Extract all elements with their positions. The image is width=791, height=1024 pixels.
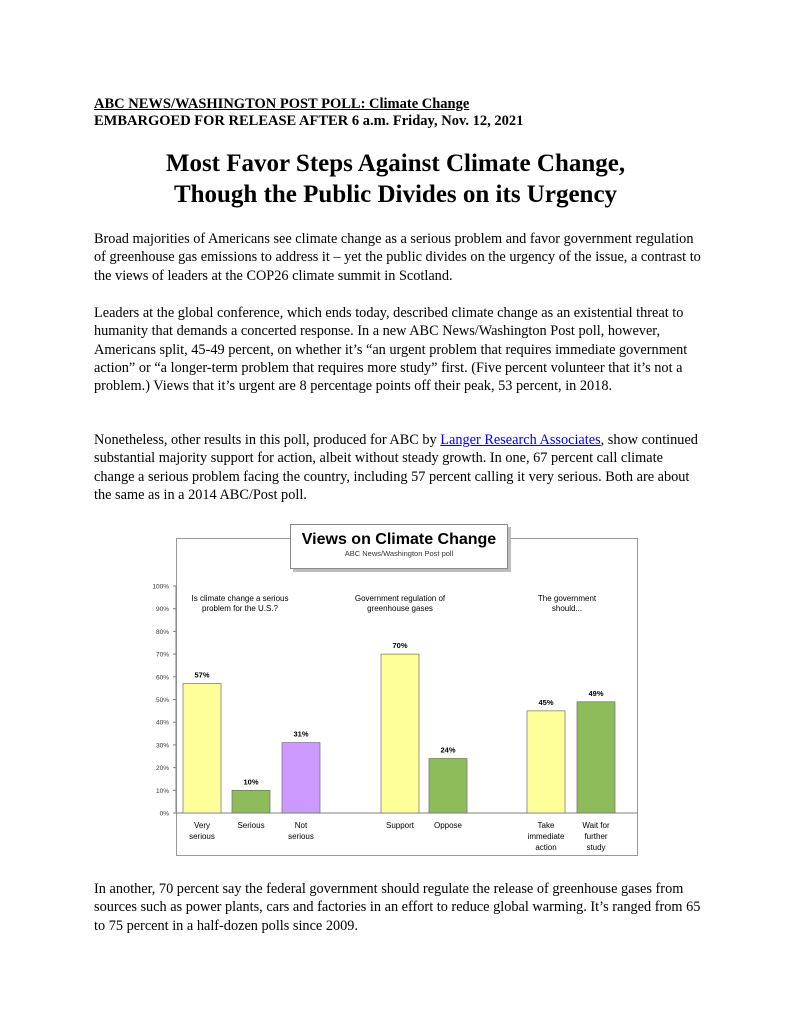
bar-value-label: 31% [293, 729, 309, 739]
bar-value-label: 57% [194, 670, 210, 680]
category-label: Not [294, 821, 308, 830]
paragraph-1: Broad majorities of Americans see climate change as a serious problem and favor government regulation of greenhouse gas emissions to address it – yet the public divides on the urgency of the issue, a contrast to the views of leaders at the COP26 climate summit in Scotland. [94, 231, 701, 284]
bar-value-label: 45% [538, 697, 554, 707]
bar-value-label: 10% [243, 777, 259, 787]
group-heading: should... [551, 604, 583, 613]
chart-subtitle: ABC News/Washington Post poll [344, 549, 454, 558]
group-heading: problem for the U.S.? [201, 604, 279, 613]
y-tick-label: 60% [155, 674, 169, 682]
y-tick-label: 0% [159, 810, 169, 818]
category-label: Oppose [433, 821, 463, 830]
group-heading: Government regulation of [354, 594, 446, 603]
group-heading: Is climate change a serious [191, 594, 289, 603]
bar-value-label: 24% [440, 745, 456, 755]
group-heading: greenhouse gases [367, 604, 433, 613]
paragraph-2: Leaders at the global conference, which ends today, described climate change as an existential threat to humanity that demands a concerted response. In a new ABC News/Washington Post poll, however, Americans split, 45-49 percent, on whether it’s “an urgent problem that requires immediate government action” or “a longer-term problem that requires more study” first. (Five percent volunteer that it’s not a problem.) Views that it’s urgent are 8 percentage points off their peak, 53 percent, in 2018. [94, 305, 688, 395]
y-tick-label: 40% [155, 719, 169, 727]
poll-header: ABC NEWS/WASHINGTON POST POLL: Climate Change [94, 96, 470, 112]
paragraph-3-text-b: , show continued substantial majority support for action, albeit without steady growth. In one, 67 percent call climate change a serious problem facing the country, including 57 percent calling it very serious. Both are about the same as in a 2014 ABC/Post poll. [94, 432, 698, 503]
category-label: serious [189, 832, 215, 841]
group-heading: The government [537, 594, 597, 603]
y-tick-label: 30% [155, 742, 169, 750]
paragraph-4: In another, 70 percent say the federal government should regulate the release of greenhouse gases from sources such as power plants, cars and factories in an effort to reduce global warming. It’s ranged from 65 to 75 percent in a half-dozen polls since 2009. [94, 881, 701, 934]
y-tick-label: 90% [155, 606, 169, 614]
y-tick-label: 100% [152, 583, 169, 591]
bar-value-label: 49% [588, 688, 604, 698]
category-label: study [586, 843, 606, 852]
y-tick-label: 70% [155, 651, 169, 659]
category-label: Serious [237, 821, 265, 830]
category-label: action [535, 843, 557, 852]
chart-title: Views on Climate Change [301, 531, 497, 548]
paragraph-3-text-a: Nonetheless, other results in this poll, produced for ABC by [94, 432, 441, 448]
headline-line-2: Though the Public Divides on its Urgency [173, 181, 618, 208]
bar-value-label: 70% [392, 641, 408, 651]
category-label: Support [385, 821, 415, 830]
chart-frame [176, 538, 638, 856]
paragraph-3 [94, 431, 706, 504]
category-label: immediate [527, 832, 565, 841]
y-tick-label: 10% [155, 787, 169, 795]
category-label: Wait for [582, 821, 610, 830]
category-label: Very [193, 821, 211, 830]
embargo-line: EMBARGOED FOR RELEASE AFTER 6 a.m. Friday, Nov. 12, 2021 [94, 113, 524, 129]
y-tick-label: 80% [155, 628, 169, 636]
y-tick-label: 50% [155, 697, 169, 704]
category-label: serious [288, 832, 314, 841]
chart-title-box [290, 524, 508, 569]
y-tick-label: 20% [155, 765, 169, 773]
headline-line-1: Most Favor Steps Against Climate Change, [165, 150, 626, 177]
category-label: Take [537, 821, 555, 830]
category-label: further [584, 832, 608, 841]
headline [90, 148, 701, 210]
langer-research-link[interactable]: Langer Research Associates [440, 432, 601, 448]
